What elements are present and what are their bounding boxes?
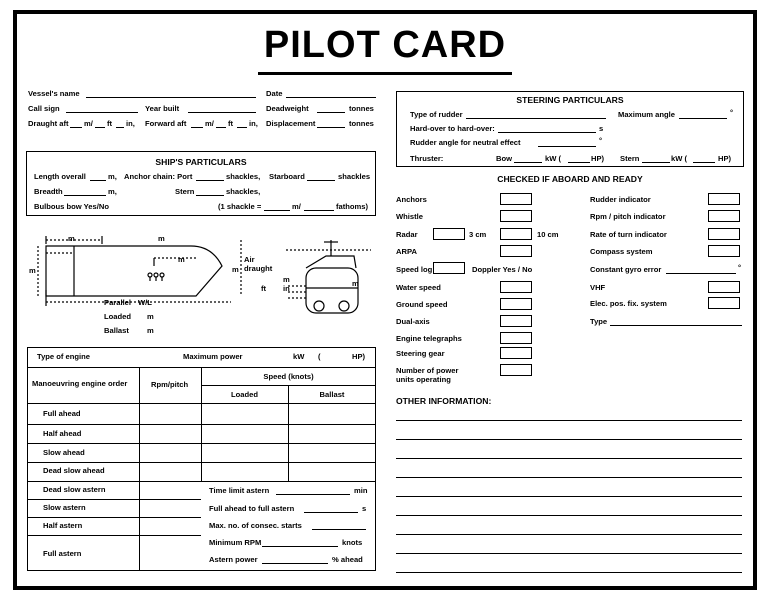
minimum-rpm-unit: knots [342,538,363,547]
forward-ft-unit: ft [228,119,234,128]
air-draught-m-unit: m [283,275,290,284]
draught-aft-m-unit: m/ [84,119,93,128]
draught-aft-ft-field[interactable] [95,127,105,128]
minimum-rpm-field[interactable] [262,546,338,547]
time-limit-astern-unit: min [354,486,368,495]
anchor-chain-label: Anchor chain: Port [124,172,193,181]
loaded-unit: m [147,312,154,321]
anchor-port-unit: shackles, [226,172,261,181]
air-draught-in-unit: in [283,284,290,293]
max-power-hp: HP) [352,352,366,361]
vessels-name-field[interactable] [86,97,256,98]
full-ahead-to-astern-unit: s [362,504,367,513]
forward-aft-label: Forward aft [145,119,187,128]
length-overall-label: Length overall [34,172,86,181]
max-power-kw: kW [293,352,305,361]
check-rpm-pitch-label: Rpm / pitch indicator [590,212,666,221]
displacement-field[interactable] [317,127,345,128]
parallel-label: Parallel [104,298,132,307]
forward-in-field[interactable] [237,127,247,128]
check-compass-label: Compass system [590,247,653,256]
check-steering-gear-box[interactable] [500,347,532,359]
ballast-unit: m [147,326,154,335]
stern-anchor-unit: shackles, [226,187,261,196]
hull-outline [46,246,222,296]
year-built-field[interactable] [188,112,256,113]
thruster-bow-kw-unit: kW ( [545,154,562,163]
thruster-bow-hp-unit: HP) [591,154,605,163]
check-water-speed-label: Water speed [396,283,441,292]
max-power-paren: ( [318,352,321,361]
check-rudder-indicator-box[interactable] [708,193,740,205]
check-rudder-indicator-label: Rudder indicator [590,195,651,204]
check-whistle-label: Whistle [396,212,424,221]
check-anchors-label: Anchors [396,195,427,204]
thruster-stern-kw-unit: kW ( [671,154,688,163]
other-info-line-5[interactable] [396,496,742,497]
bulbous-bow-label: Bulbous bow Yes/No [34,202,109,211]
maximum-angle-field[interactable] [679,118,727,119]
check-speed-log-box[interactable] [433,262,465,274]
thruster-stern-hp-field[interactable] [693,162,715,163]
type-of-rudder-label: Type of rudder [410,110,463,119]
check-steering-gear-label: Steering gear [396,349,445,358]
shackle-fathoms-unit: fathoms) [336,202,369,211]
draught-aft-label: Draught aft [28,119,69,128]
time-limit-astern-field[interactable] [276,494,350,495]
order-slow-astern: Slow astern [43,503,86,512]
ships-particulars-heading: SHIP'S PARTICULARS [155,157,247,167]
starboard-field[interactable] [307,180,335,181]
forward-m-field[interactable] [191,127,203,128]
order-dead-slow-ahead: Dead slow ahead [43,466,105,475]
title-underline [258,72,512,75]
speed-knots-header: Speed (knots) [263,372,314,381]
check-compass-box[interactable] [708,245,740,257]
other-information-heading: OTHER INFORMATION: [396,396,492,406]
deadweight-field[interactable] [317,112,345,113]
other-info-line-8[interactable] [396,553,742,554]
check-radar-10cm-box[interactable] [500,228,532,240]
check-whistle-box[interactable] [500,210,532,222]
thruster-bow-hp-field[interactable] [568,162,590,163]
type-label: Type [590,317,608,326]
air-draught-unit: m [232,265,239,274]
check-radar-3cm-box[interactable] [433,228,465,240]
check-elec-pos-fix-box[interactable] [708,297,740,309]
order-dead-slow-astern: Dead slow astern [43,485,106,494]
ballast-label: Ballast [104,326,129,335]
minimum-rpm-label: Minimum RPM [209,538,262,547]
hard-over-field[interactable] [498,132,596,133]
check-engine-telegraphs-label: Engine telegraphs [396,334,462,343]
anchor-port-field[interactable] [196,180,224,181]
starboard-label: Starboard [269,172,305,181]
page-title: PILOT CARD [263,24,507,66]
vessels-name-label: Vessel's name [28,89,80,98]
check-rate-of-turn-label: Rate of turn indicator [590,230,667,239]
checked-heading: CHECKED IF ABOARD AND READY [497,174,643,184]
displacement-unit: tonnes [349,119,374,128]
other-info-line-9[interactable] [396,572,742,573]
date-field[interactable] [286,97,376,98]
air-draught-ft-unit: ft [261,284,267,293]
hard-over-label: Hard-over to hard-over: [410,124,495,133]
forward-ft-field[interactable] [216,127,226,128]
check-dual-axis-box[interactable] [500,315,532,327]
draught-aft-ft-unit: ft [107,119,113,128]
astern-power-unit: % ahead [332,555,363,564]
maximum-power-label: Maximum power [183,352,243,361]
maximum-angle-unit: ° [730,108,734,117]
check-ground-speed-label: Ground speed [396,300,448,309]
check-ground-speed-box[interactable] [500,298,532,310]
check-speed-log-label: Speed log [396,265,433,274]
thruster-stern-kw-field[interactable] [642,162,670,163]
draught-aft-in-unit: in, [126,119,135,128]
other-info-line-7[interactable] [396,534,742,535]
doppler-label: Doppler Yes / No [472,265,533,274]
type-of-rudder-field[interactable] [466,118,606,119]
other-info-line-2[interactable] [396,439,742,440]
date-label: Date [266,89,283,98]
air-draught-label: Air draught [244,255,273,274]
gyro-error-unit: ° [738,263,742,272]
thruster-label: Thruster: [410,154,444,163]
thruster-stern-label: Stern [620,154,640,163]
bridge-unit: m [178,255,185,264]
type-of-engine-label: Type of engine [37,352,91,361]
time-limit-astern-label: Time limit astern [209,486,270,495]
rudder-neutral-unit: ° [599,136,603,145]
check-anchors-box[interactable] [500,193,532,205]
other-info-line-1[interactable] [396,420,742,421]
stern-anchor-label: Stern [175,187,195,196]
call-sign-field[interactable] [66,112,138,113]
order-full-astern: Full astern [43,549,82,558]
breadth-label: Breadth [34,187,63,196]
check-power-units-label: Number of power units operating [396,366,459,385]
steering-particulars-heading: STEERING PARTICULARS [516,95,624,105]
check-radar-label: Radar [396,230,418,239]
manoeuvring-order-header: Manoeuvring engine order [32,379,128,388]
midship-length-unit: m [158,234,165,243]
astern-power-label: Astern power [209,555,258,564]
draught-aft-m-field[interactable] [70,127,82,128]
check-water-speed-box[interactable] [500,281,532,293]
check-engine-telegraphs-box[interactable] [500,332,532,344]
year-built-label: Year built [145,104,180,113]
maximum-angle-label: Maximum angle [618,110,675,119]
radar-10cm-label: 10 cm [537,230,559,239]
thruster-bow-label: Bow [496,154,513,163]
check-rate-of-turn-box[interactable] [708,228,740,240]
starboard-unit: shackles [338,172,371,181]
top-length-unit: m [68,234,75,243]
radar-3cm-label: 3 cm [469,230,487,239]
other-info-line-4[interactable] [396,477,742,478]
check-vhf-box[interactable] [708,281,740,293]
check-arpa-box[interactable] [500,245,532,257]
deadweight-label: Deadweight [266,104,309,113]
thruster-stern-hp-unit: HP) [718,154,732,163]
order-half-ahead: Half ahead [43,429,82,438]
other-info-line-3[interactable] [396,458,742,459]
rudder-neutral-label: Rudder angle for neutral effect [410,138,521,147]
one-shackle-label: (1 shackle = [218,202,262,211]
thruster-bow-kw-field[interactable] [514,162,542,163]
displacement-label: Displacement [266,119,316,128]
other-info-line-6[interactable] [396,515,742,516]
full-ahead-to-astern-field[interactable] [304,512,358,513]
shackle-m-field[interactable] [264,210,290,211]
check-elec-pos-fix-label: Elec. pos. fix. system [590,299,667,308]
type-field[interactable] [610,325,742,326]
ship-profile-diagram [26,228,376,340]
hard-over-unit: s [599,124,604,133]
breadth-field[interactable] [64,195,106,196]
max-consec-starts-label: Max. no. of consec. starts [209,521,302,530]
order-slow-ahead: Slow ahead [43,448,85,457]
length-overall-unit: m, [108,172,117,181]
astern-power-field[interactable] [262,563,328,564]
check-power-units-box[interactable] [500,364,532,376]
draught-aft-in-field[interactable] [116,127,124,128]
check-vhf-label: VHF [590,283,606,292]
order-full-ahead: Full ahead [43,409,81,418]
loaded-label: Loaded [104,312,132,321]
check-arpa-label: ARPA [396,247,417,256]
wl-label: W/L [138,298,152,307]
gyro-error-label: Constant gyro error [590,265,662,274]
deadweight-unit: tonnes [349,104,374,113]
loaded-header: Loaded [230,390,258,399]
order-half-astern: Half astern [43,521,83,530]
check-dual-axis-label: Dual-axis [396,317,430,326]
forward-in-unit: in, [249,119,258,128]
stern-anchor-field[interactable] [196,195,224,196]
shackle-fathoms-field[interactable] [304,210,334,211]
depth-unit: m [29,266,36,275]
breadth-unit: m, [108,187,117,196]
gyro-error-field[interactable] [666,273,736,274]
shackle-m-unit: m/ [292,202,301,211]
full-ahead-to-astern-label: Full ahead to full astern [209,504,295,513]
rudder-neutral-field[interactable] [538,146,596,147]
call-sign-label: Call sign [28,104,60,113]
max-consec-starts-field[interactable] [312,529,366,530]
length-overall-field[interactable] [90,180,106,181]
forward-m-unit: m/ [205,119,214,128]
beam-unit: m [352,279,359,288]
rpm-pitch-header: Rpm/pitch [151,380,189,389]
ballast-header: Ballast [319,390,345,399]
check-rpm-pitch-box[interactable] [708,210,740,222]
